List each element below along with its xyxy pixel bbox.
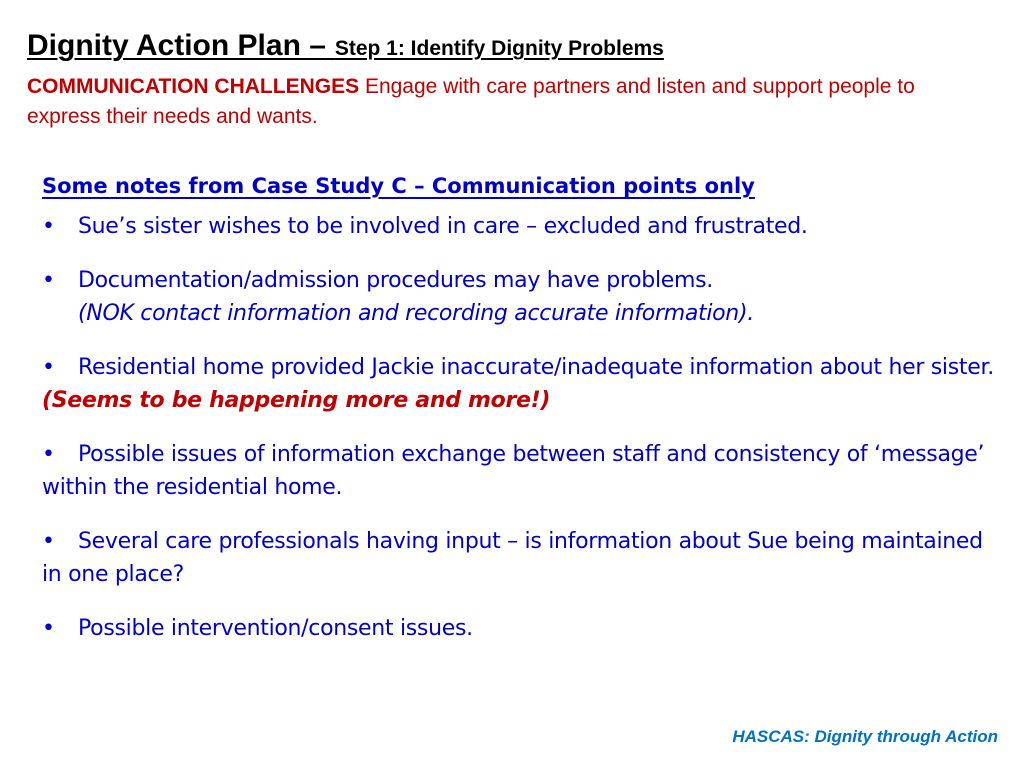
subheading-label: COMMUNICATION CHALLENGES xyxy=(27,75,360,98)
note-item xyxy=(42,612,1002,645)
note-subtext: (NOK contact information and recording accurate information). xyxy=(78,301,754,326)
note-text: Sue’s sister wishes to be involved in care – excluded and frustrated. xyxy=(78,214,808,239)
bullet-icon: • xyxy=(42,355,55,380)
note-emphasis: (Seems to be happening more and more!) xyxy=(42,388,551,413)
bullet-icon: • xyxy=(42,442,55,467)
note-text: Possible intervention/consent issues. xyxy=(78,616,473,641)
bullet-icon: • xyxy=(42,529,55,554)
note-item xyxy=(42,264,1002,330)
note-text: Documentation/admission procedures may have problems. xyxy=(78,268,713,293)
note-text: Residential home provided Jackie inaccurate/inadequate information about her sister. xyxy=(78,355,994,380)
notes-heading: Some notes from Case Study C – Communication points only xyxy=(42,174,755,198)
note-text: Possible issues of information exchange between staff and consistency of ‘message’ within the residential home. xyxy=(42,442,985,500)
note-item xyxy=(42,438,1002,504)
slide-title xyxy=(27,26,664,67)
bullet-icon: • xyxy=(42,214,55,239)
subheading-text: Engage with care partners and listen and support people to express their needs and wants. xyxy=(27,75,915,128)
note-text: Several care professionals having input – is information about Sue being maintained in one place? xyxy=(42,529,983,587)
note-item xyxy=(42,351,1002,417)
slide-title-sub: Step 1: Identify Dignity Problems xyxy=(334,37,664,60)
note-item xyxy=(42,210,1002,243)
bullet-icon: • xyxy=(42,268,55,293)
note-item xyxy=(42,525,1002,591)
footer-credit: HASCAS: Dignity through Action xyxy=(732,727,998,746)
slide-subheading xyxy=(27,72,987,132)
slide-title-main: Dignity Action Plan – xyxy=(27,29,326,62)
notes-list xyxy=(42,210,1002,645)
case-study-notes xyxy=(42,170,1002,666)
bullet-icon: • xyxy=(42,616,55,641)
